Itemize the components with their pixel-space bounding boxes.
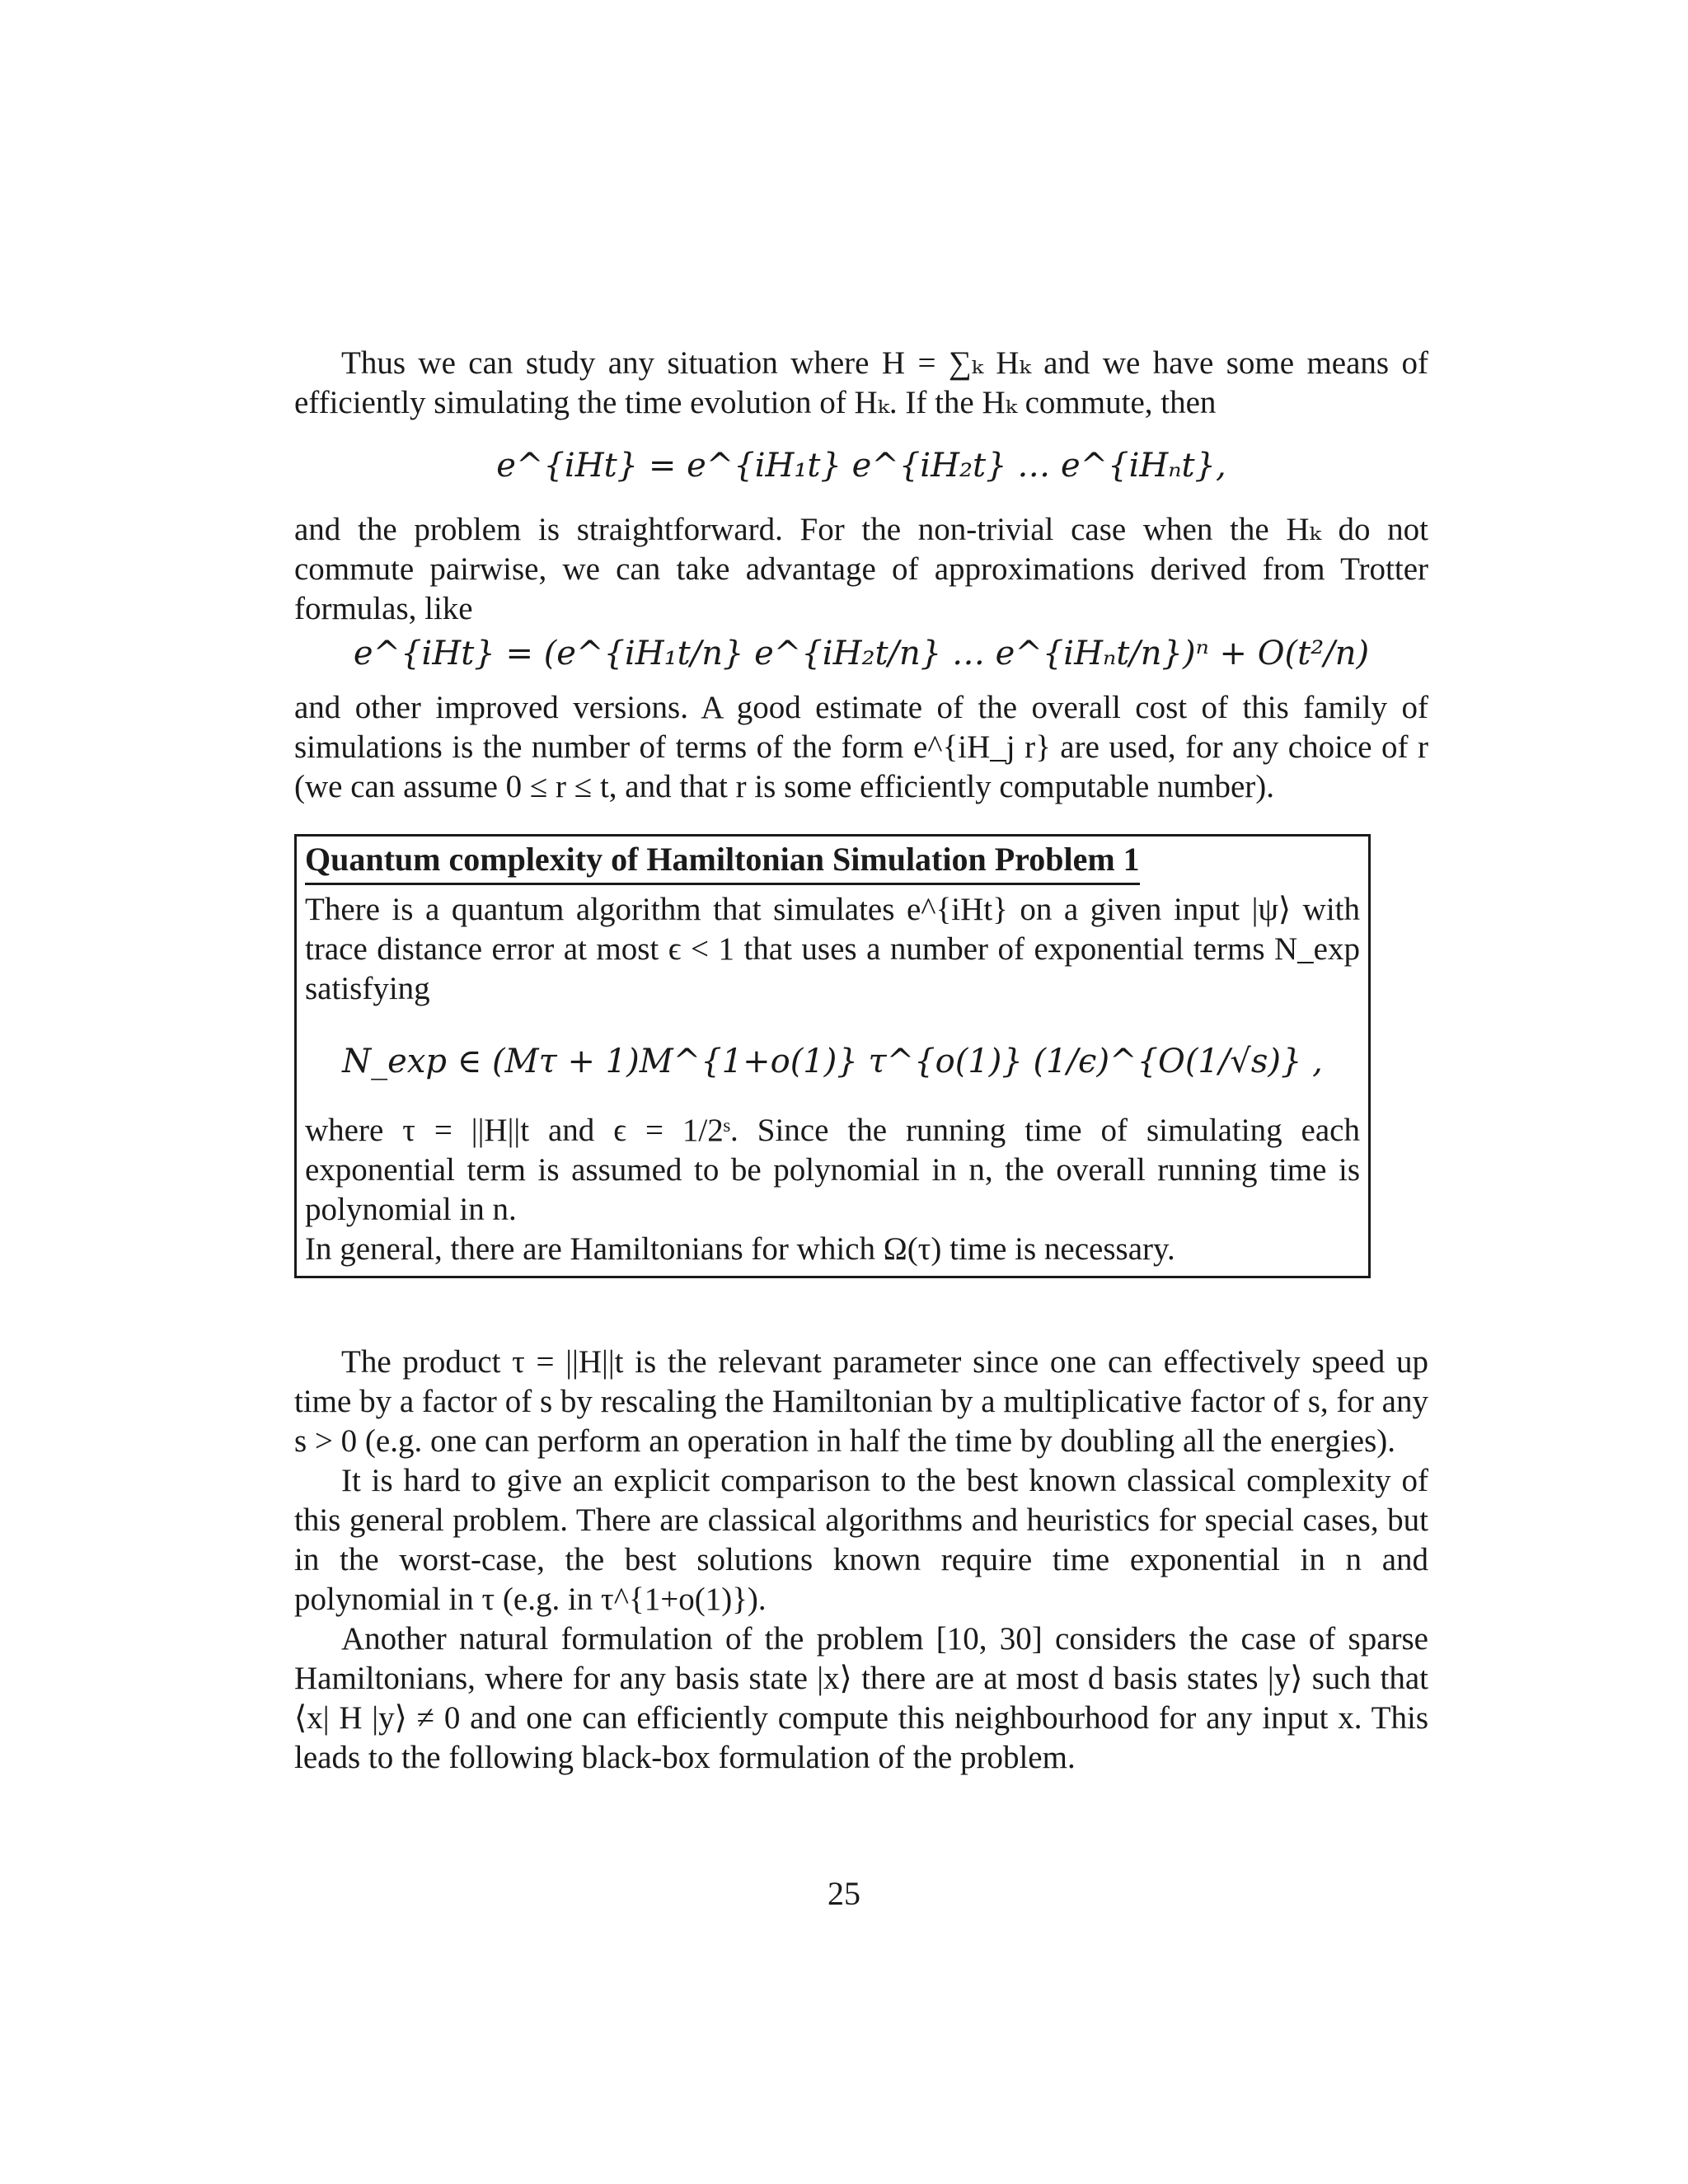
bottom-section bbox=[294, 1343, 1428, 1778]
problem-title: Quantum complexity of Hamiltonian Simulation Problem 1 bbox=[305, 837, 1140, 885]
paragraph-trotter: and the problem is straightforward. For the non-trivial case when the Hₖ do not commute pairwise, we can take advantage of approximations derived from Trotter formulas, like bbox=[294, 512, 1428, 626]
problem-box bbox=[294, 834, 1371, 1278]
page-number: 25 bbox=[828, 1875, 860, 1912]
equation-trotter: e^{iHt} = (e^{iH₁t/n} e^{iH₂t/n} … e^{iHₙt/n})ⁿ + O(t²/n) bbox=[353, 635, 1370, 673]
problem-general: In general, there are Hamiltonians for which Ω(τ) time is necessary. bbox=[305, 1231, 1175, 1267]
problem-after: where τ = ||H||t and ϵ = 1/2ˢ. Since the running time of simulating each exponential term is assumed to be polynomial in n, the overall running time is polynomial in n. bbox=[305, 1113, 1360, 1227]
paragraph-sparse: Another natural formulation of the problem [10, 30] considers the case of sparse Hamiltonians, where for any basis state |x⟩ there are at most d basis states |y⟩ such that ⟨x| H |y⟩ ≠ 0 and one can efficiently compute this neighbourhood for any input x. This leads to the following black-box formulation of the problem. bbox=[294, 1621, 1428, 1775]
equation-commuting: e^{iHt} = e^{iH₁t} e^{iH₂t} … e^{iHₙt}, bbox=[496, 447, 1226, 485]
paragraph-intro: Thus we can study any situation where H = ∑ₖ Hₖ and we have some means of efficiently simulating the time evolution of Hₖ. If the Hₖ commute, then bbox=[294, 345, 1428, 420]
problem-equation: N_exp ∈ (Mτ + 1)M^{1+o(1)} τ^{o(1)} (1/ϵ)^{O(1/√s)} , bbox=[342, 1043, 1323, 1080]
paragraph-classical: It is hard to give an explicit comparison to the best known classical complexity of this general problem. There are classical algorithms and heuristics for special cases, but in the worst-case, the best solutions known require time exponential in n and polynomial in τ (e.g. in τ^{1+o(1)}). bbox=[294, 1463, 1428, 1617]
problem-intro: There is a quantum algorithm that simulates e^{iHt} on a given input |ψ⟩ with trace distance error at most ϵ < 1 that uses a number of exponential terms N_exp satisfying bbox=[305, 892, 1360, 1006]
paragraph-cost: and other improved versions. A good estimate of the overall cost of this family of simulations is the number of terms of the form e^{iH_j r} are used, for any choice of r (we can assume 0 ≤ r ≤ t, and that r is some efficiently computable number). bbox=[294, 690, 1428, 804]
top-section bbox=[294, 344, 1428, 807]
paragraph-product: The product τ = ||H||t is the relevant parameter since one can effectively speed up time by a factor of s by rescaling the Hamiltonian by a multiplicative factor of s, for any s > 0 (e.g. one can perform an operation in half the time by doubling all the energies). bbox=[294, 1344, 1428, 1459]
